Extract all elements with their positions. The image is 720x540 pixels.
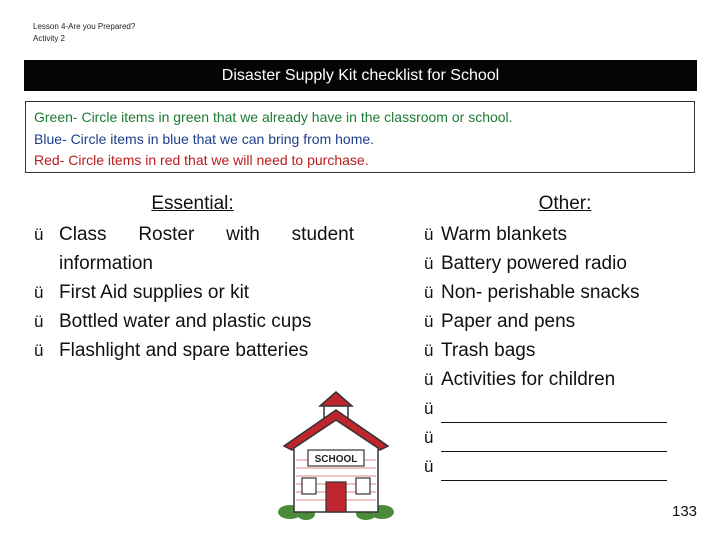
essential-item-text: First Aid supplies or kit: [59, 282, 250, 303]
blank-line: [441, 430, 667, 452]
checklist-title: Disaster Supply Kit checklist for School: [221, 66, 500, 84]
blank-line: [441, 459, 667, 481]
list-item: [424, 249, 699, 278]
lesson-label: Lesson 4-Are you Prepared?: [33, 22, 136, 31]
check-icon: ü: [34, 312, 44, 331]
list-item: [34, 336, 354, 365]
other-list: [424, 220, 699, 481]
check-icon: ü: [34, 283, 44, 302]
school-house-icon: [276, 390, 396, 522]
check-icon: ü: [424, 457, 434, 476]
check-icon: ü: [424, 312, 434, 331]
other-item-text: Non- perishable snacks: [441, 282, 640, 303]
other-item-text: Trash bags: [441, 340, 536, 361]
essential-heading: Essential:: [151, 193, 234, 214]
legend-red: Red- Circle items in red that we will need to purchase.: [34, 152, 369, 168]
essential-item-text: Flashlight and spare batteries: [59, 340, 309, 361]
check-icon: ü: [424, 283, 434, 302]
list-item: [34, 307, 354, 336]
check-icon: ü: [424, 254, 434, 273]
other-item-text: Battery powered radio: [441, 253, 627, 274]
legend-blue: Blue- Circle items in blue that we can bring from home.: [34, 130, 375, 147]
list-item: [424, 365, 699, 394]
list-item: [424, 307, 699, 336]
lesson-header: [33, 21, 135, 45]
essential-list: [34, 220, 354, 365]
other-item-text: Activities for children: [441, 369, 616, 390]
blank-item: [424, 394, 699, 423]
blank-item: [424, 452, 699, 481]
color-legend-box: [25, 101, 695, 173]
activity-label: Activity 2: [33, 34, 66, 43]
list-item: [424, 278, 699, 307]
other-heading: Other:: [538, 193, 592, 214]
other-item-text: Warm blankets: [441, 224, 567, 245]
blank-line: [441, 401, 667, 423]
other-item-text: Paper and pens: [441, 311, 576, 332]
check-icon: ü: [424, 370, 434, 389]
school-sign-text: SCHOOL: [314, 454, 358, 465]
check-icon: ü: [424, 341, 434, 360]
essential-item-text: Class Roster with student information: [59, 224, 354, 274]
list-item: [34, 220, 354, 278]
legend-green: Green- Circle items in green that we already have in the classroom or school.: [34, 109, 513, 125]
list-item: [424, 336, 699, 365]
checklist-title-bar: [24, 60, 697, 91]
check-icon: ü: [34, 225, 44, 244]
check-icon: ü: [424, 225, 434, 244]
blank-item: [424, 423, 699, 452]
list-item: [424, 220, 699, 249]
check-icon: ü: [424, 399, 434, 418]
essential-item-text: Bottled water and plastic cups: [59, 311, 312, 332]
check-icon: ü: [34, 341, 44, 360]
list-item: [34, 278, 354, 307]
page-number: 133: [672, 503, 698, 520]
check-icon: ü: [424, 428, 434, 447]
